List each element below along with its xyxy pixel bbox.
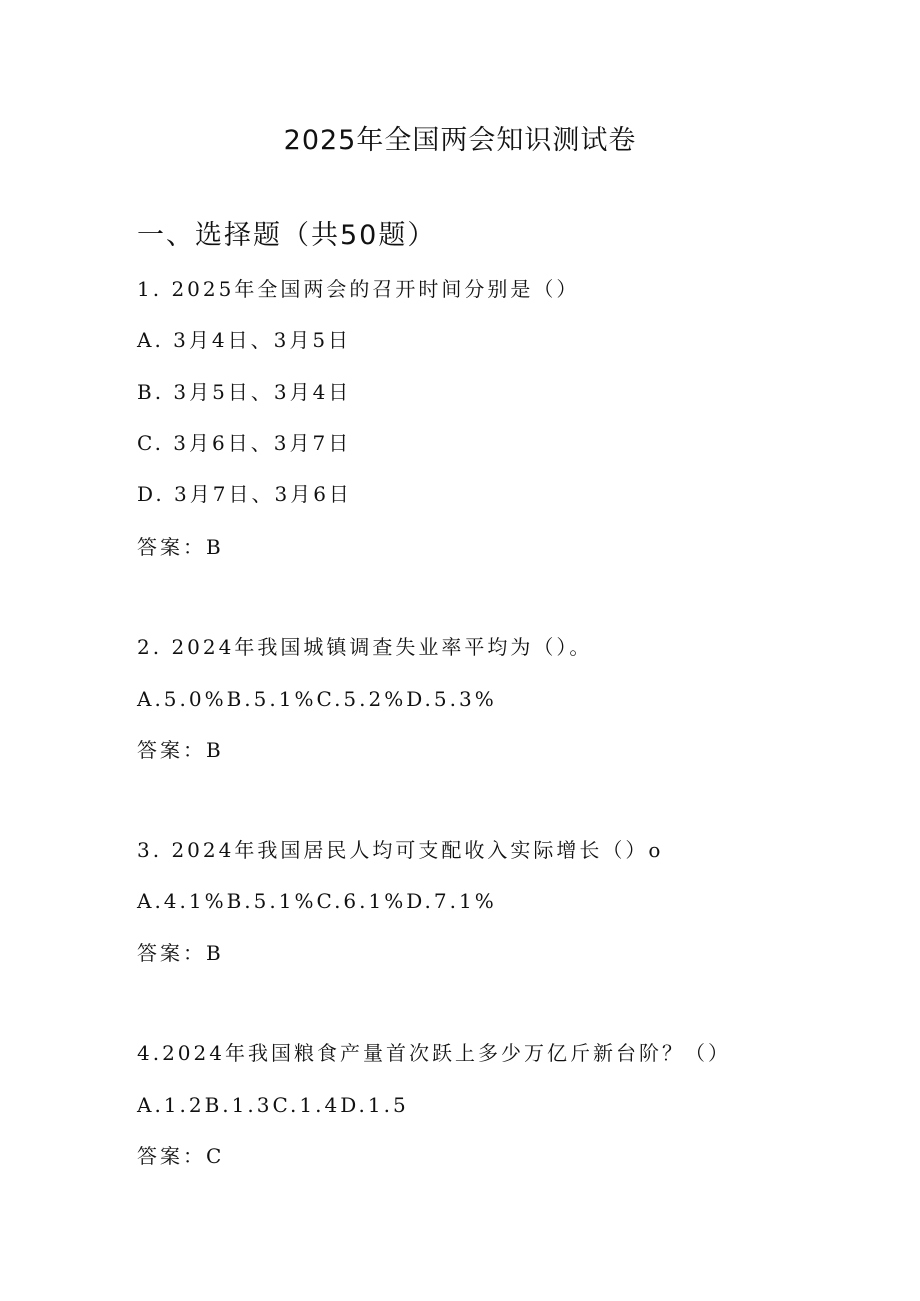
question-1-option-c: C. 3月6日、3月7日 bbox=[137, 431, 352, 455]
question-2-answer: 答案：B bbox=[137, 738, 224, 762]
question-2-options: A.5.0%B.5.1%C.5.2%D.5.3% bbox=[137, 687, 497, 711]
question-1-option-a: A. 3月4日、3月5日 bbox=[137, 328, 352, 352]
question-2-stem: 2. 2024年我国城镇调查失业率平均为（）。 bbox=[137, 635, 593, 659]
section-heading: 一、选择题（共50题） bbox=[137, 220, 437, 251]
question-1-stem: 1. 2025年全国两会的召开时间分别是（） bbox=[137, 277, 580, 301]
page-title: 2025年全国两会知识测试卷 bbox=[283, 125, 637, 156]
question-1-option-b: B. 3月5日、3月4日 bbox=[137, 380, 352, 404]
question-3-stem: 3. 2024年我国居民人均可支配收入实际增长（）o bbox=[137, 838, 664, 862]
question-4-options: A.1.2B.1.3C.1.4D.1.5 bbox=[137, 1093, 409, 1117]
question-4-answer: 答案：C bbox=[137, 1144, 225, 1168]
question-1-answer: 答案：B bbox=[137, 535, 224, 559]
question-3-options: A.4.1%B.5.1%C.6.1%D.7.1% bbox=[137, 889, 497, 913]
question-4-stem: 4.2024年我国粮食产量首次跃上多少万亿斤新台阶？（） bbox=[137, 1041, 731, 1065]
question-1-option-d: D. 3月7日、3月6日 bbox=[137, 482, 352, 506]
question-3-answer: 答案：B bbox=[137, 941, 224, 965]
